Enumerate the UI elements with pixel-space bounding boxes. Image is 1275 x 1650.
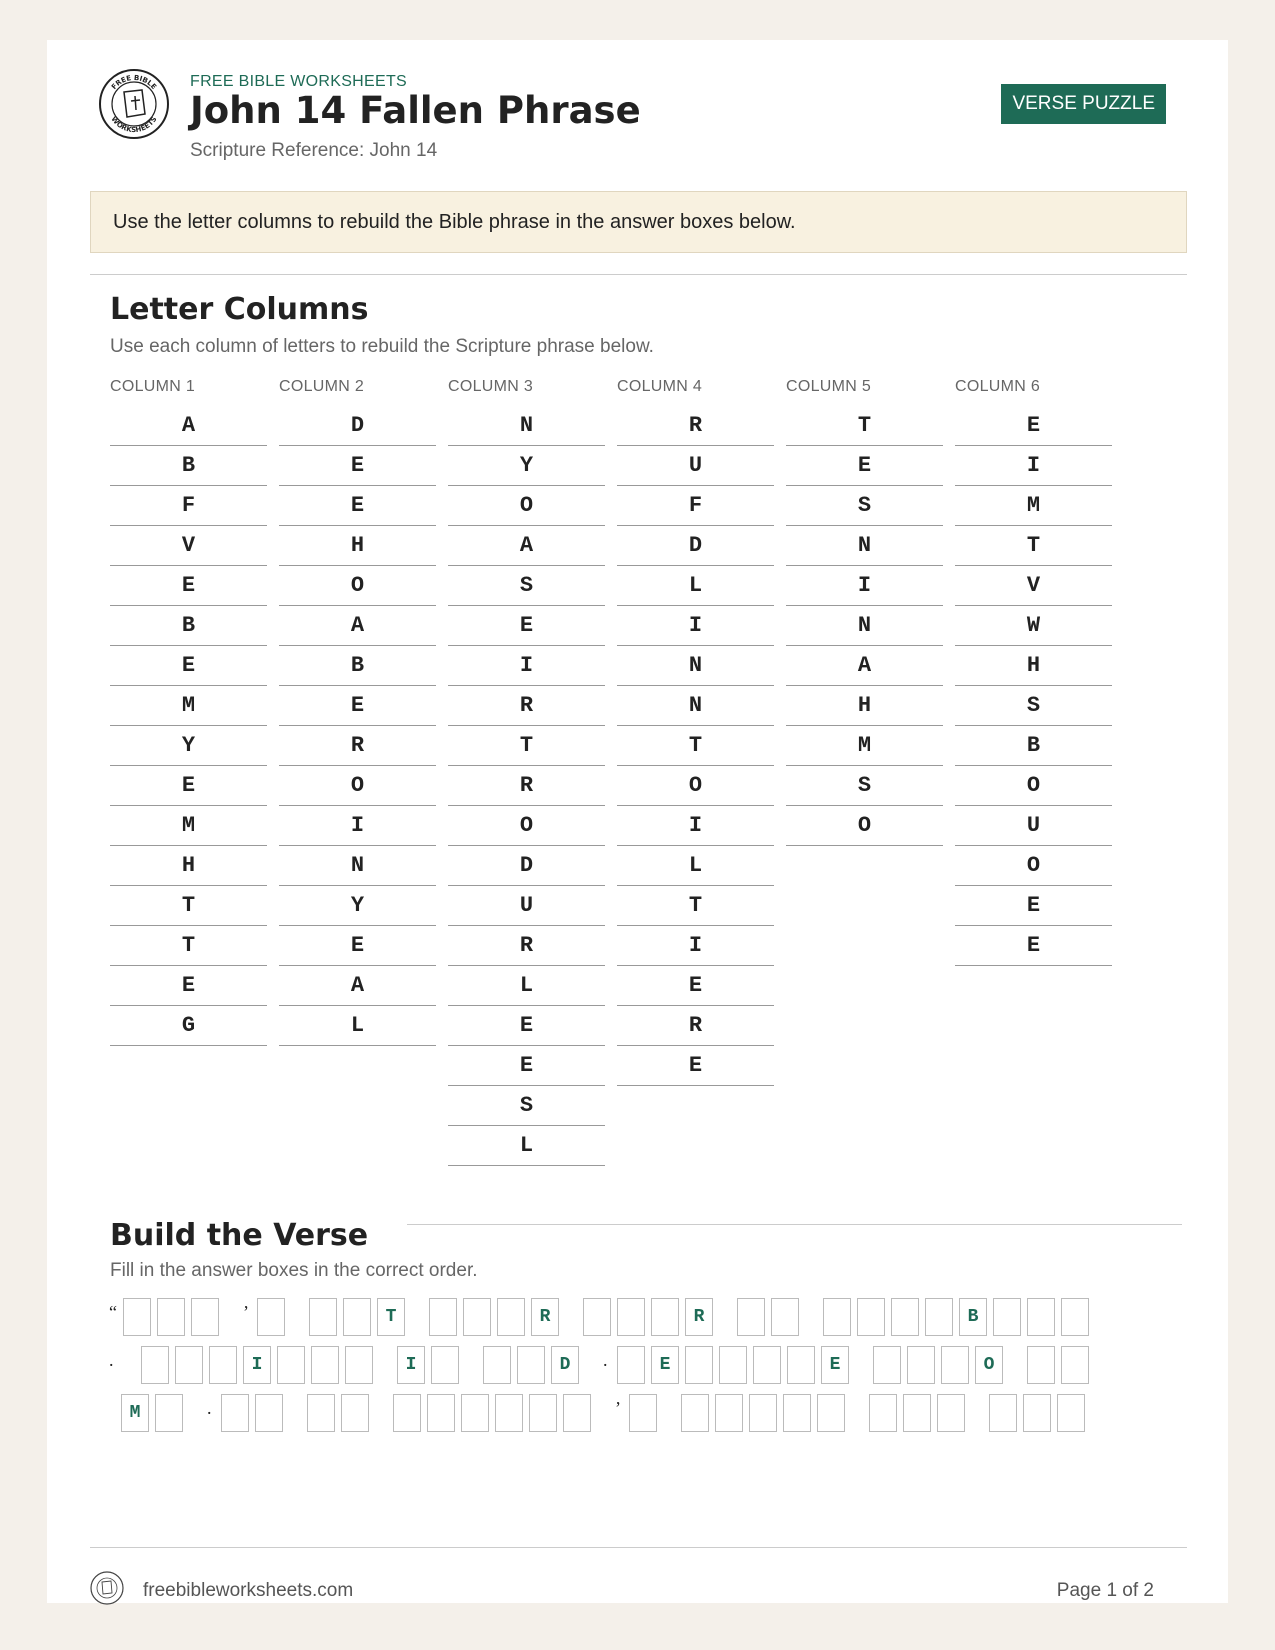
answer-box[interactable] <box>937 1394 965 1432</box>
answer-box[interactable] <box>307 1394 335 1432</box>
column-letter: S <box>448 1086 605 1126</box>
answer-box[interactable] <box>1061 1298 1089 1336</box>
answer-box[interactable]: T <box>377 1298 405 1336</box>
column-letter: G <box>110 1006 267 1046</box>
punctuation-mark: . <box>109 1350 114 1370</box>
answer-box[interactable] <box>873 1346 901 1384</box>
bible-logo-icon <box>98 68 170 140</box>
scripture-reference: Scripture Reference: John 14 <box>190 139 438 161</box>
answer-box[interactable] <box>685 1346 713 1384</box>
column-letter: O <box>279 766 436 806</box>
answer-box[interactable] <box>651 1298 679 1336</box>
column-letter: R <box>279 726 436 766</box>
answer-box[interactable] <box>715 1394 743 1432</box>
punctuation-mark: . <box>603 1350 608 1370</box>
column-letter: M <box>955 486 1112 526</box>
column-letter: S <box>786 766 943 806</box>
column-letter: T <box>617 726 774 766</box>
answer-box[interactable]: I <box>243 1346 271 1384</box>
column-letter: U <box>617 446 774 486</box>
footer-site: freebibleworksheets.com <box>143 1580 354 1601</box>
answer-box[interactable] <box>343 1298 371 1336</box>
answer-box[interactable] <box>823 1298 851 1336</box>
answer-box[interactable] <box>463 1298 491 1336</box>
answer-boxes <box>109 1298 1209 1442</box>
column-letter: T <box>110 886 267 926</box>
column-label: COLUMN 6 <box>955 378 1041 395</box>
column-letter: I <box>617 926 774 966</box>
column-letter: A <box>448 526 605 566</box>
answer-box[interactable]: E <box>651 1346 679 1384</box>
answer-box[interactable] <box>157 1298 185 1336</box>
column-letter: D <box>448 846 605 886</box>
column-letter: B <box>955 726 1112 766</box>
answer-box[interactable] <box>903 1394 931 1432</box>
column-letter: S <box>786 486 943 526</box>
answer-line <box>109 1346 1209 1394</box>
answer-box[interactable]: R <box>685 1298 713 1336</box>
column-letter: H <box>786 686 943 726</box>
divider <box>407 1224 1182 1225</box>
column-letter: L <box>448 966 605 1006</box>
answer-box[interactable] <box>783 1394 811 1432</box>
column-letter: R <box>617 406 774 446</box>
column-letter: N <box>617 686 774 726</box>
column-letter: I <box>617 606 774 646</box>
column-letter: W <box>955 606 1112 646</box>
answer-box[interactable] <box>141 1346 169 1384</box>
column-letter: E <box>955 886 1112 926</box>
column-letter: I <box>448 646 605 686</box>
column-letter: E <box>448 1046 605 1086</box>
column-letter: N <box>279 846 436 886</box>
column-letter: E <box>279 486 436 526</box>
column-letter: S <box>448 566 605 606</box>
answer-box[interactable] <box>155 1394 183 1432</box>
column-letter: R <box>448 926 605 966</box>
answer-box[interactable] <box>1027 1346 1055 1384</box>
column-letter: Y <box>110 726 267 766</box>
column-letter: A <box>110 406 267 446</box>
column-letter: T <box>955 526 1112 566</box>
column-letter: H <box>955 646 1112 686</box>
answer-box[interactable] <box>255 1394 283 1432</box>
footer-bible-logo-icon <box>90 1571 124 1605</box>
column-letter: D <box>617 526 774 566</box>
answer-box[interactable] <box>993 1298 1021 1336</box>
answer-box[interactable] <box>209 1346 237 1384</box>
answer-box[interactable] <box>907 1346 935 1384</box>
answer-box[interactable] <box>737 1298 765 1336</box>
column-letter: I <box>955 446 1112 486</box>
letter-column-2 <box>279 378 436 1046</box>
column-letter: M <box>110 686 267 726</box>
answer-box[interactable] <box>989 1394 1017 1432</box>
answer-box[interactable] <box>563 1394 591 1432</box>
column-letter: R <box>617 1006 774 1046</box>
letter-columns-subtitle: Use each column of letters to rebuild the Scripture phrase below. <box>110 336 654 357</box>
punctuation-mark: “ <box>109 1302 117 1322</box>
column-letter: E <box>617 966 774 1006</box>
answer-box[interactable] <box>427 1394 455 1432</box>
answer-box[interactable] <box>221 1394 249 1432</box>
column-letter: U <box>955 806 1112 846</box>
answer-box[interactable] <box>175 1346 203 1384</box>
column-letter: E <box>279 686 436 726</box>
column-letter: O <box>448 486 605 526</box>
logo-top-text: FREE BIBLE <box>110 73 158 92</box>
column-letter: B <box>279 646 436 686</box>
answer-box[interactable] <box>257 1298 285 1336</box>
column-label: COLUMN 4 <box>617 378 703 395</box>
column-letter: N <box>448 406 605 446</box>
answer-box[interactable] <box>771 1298 799 1336</box>
column-letter: A <box>786 646 943 686</box>
column-letter: T <box>110 926 267 966</box>
answer-box[interactable]: R <box>531 1298 559 1336</box>
answer-box[interactable] <box>345 1346 373 1384</box>
site-kicker: FREE BIBLE WORKSHEETS <box>190 73 408 90</box>
letter-column-6 <box>955 378 1112 966</box>
answer-box[interactable] <box>629 1394 657 1432</box>
column-letter: B <box>110 446 267 486</box>
column-letter: E <box>448 606 605 646</box>
footer-divider <box>90 1547 1187 1548</box>
answer-box[interactable] <box>891 1298 919 1336</box>
column-letter: E <box>617 1046 774 1086</box>
answer-box[interactable] <box>483 1346 511 1384</box>
answer-box[interactable] <box>123 1298 151 1336</box>
column-label: COLUMN 3 <box>448 378 534 395</box>
divider <box>90 274 1187 275</box>
column-letter: I <box>279 806 436 846</box>
column-letter: I <box>617 806 774 846</box>
column-letter: E <box>279 446 436 486</box>
column-letter: T <box>617 886 774 926</box>
answer-box[interactable] <box>431 1346 459 1384</box>
answer-line <box>109 1298 1209 1346</box>
header <box>190 73 641 162</box>
answer-box[interactable] <box>583 1298 611 1336</box>
letter-column-5 <box>786 378 943 846</box>
answer-box[interactable] <box>817 1394 845 1432</box>
column-letter: H <box>279 526 436 566</box>
letter-columns-title: Letter Columns <box>110 292 369 327</box>
instructions-box: Use the letter columns to rebuild the Bible phrase in the answer boxes below. <box>90 191 1187 253</box>
build-verse-subtitle: Fill in the answer boxes in the correct order. <box>110 1260 478 1281</box>
column-letter: M <box>786 726 943 766</box>
page-title: John 14 Fallen Phrase <box>190 89 641 132</box>
column-letter: I <box>786 566 943 606</box>
answer-box[interactable] <box>857 1298 885 1336</box>
answer-box[interactable] <box>869 1394 897 1432</box>
letter-column-4 <box>617 378 774 1086</box>
column-letter: N <box>617 646 774 686</box>
puzzle-type-badge: VERSE PUZZLE <box>1001 84 1166 124</box>
answer-box[interactable] <box>191 1298 219 1336</box>
answer-box[interactable] <box>719 1346 747 1384</box>
column-letter: E <box>786 446 943 486</box>
column-letter: E <box>110 966 267 1006</box>
page-number: Page 1 of 2 <box>1056 1580 1154 1601</box>
column-letter: Y <box>448 446 605 486</box>
column-letter: E <box>110 766 267 806</box>
answer-box[interactable] <box>1057 1394 1085 1432</box>
answer-box[interactable] <box>681 1394 709 1432</box>
column-letter: L <box>617 846 774 886</box>
column-letter: R <box>448 686 605 726</box>
answer-box[interactable]: I <box>397 1346 425 1384</box>
answer-box[interactable] <box>277 1346 305 1384</box>
column-letter: E <box>448 1006 605 1046</box>
answer-box[interactable] <box>787 1346 815 1384</box>
answer-box[interactable] <box>617 1298 645 1336</box>
answer-box[interactable] <box>393 1394 421 1432</box>
answer-box[interactable]: E <box>821 1346 849 1384</box>
column-label: COLUMN 1 <box>110 378 196 395</box>
answer-box[interactable] <box>341 1394 369 1432</box>
answer-box[interactable] <box>461 1394 489 1432</box>
answer-box[interactable] <box>311 1346 339 1384</box>
answer-box[interactable] <box>1027 1298 1055 1336</box>
column-letter: H <box>110 846 267 886</box>
column-letter: E <box>955 926 1112 966</box>
column-letter: L <box>279 1006 436 1046</box>
column-letter: O <box>279 566 436 606</box>
letter-column-3 <box>448 378 605 1166</box>
answer-box[interactable] <box>1061 1346 1089 1384</box>
punctuation-mark: ’ <box>615 1398 621 1418</box>
column-letter: N <box>786 526 943 566</box>
column-letter: N <box>786 606 943 646</box>
column-letter: V <box>110 526 267 566</box>
answer-box[interactable]: M <box>121 1394 149 1432</box>
column-letter: D <box>279 406 436 446</box>
column-letter: E <box>110 566 267 606</box>
column-letter: F <box>110 486 267 526</box>
column-letter: L <box>448 1126 605 1166</box>
logo-bottom-text: WORKSHEETS <box>109 115 159 135</box>
worksheet-page <box>47 40 1228 1603</box>
answer-box[interactable]: B <box>959 1298 987 1336</box>
answer-box[interactable]: O <box>975 1346 1003 1384</box>
answer-box[interactable] <box>749 1394 777 1432</box>
column-letter: L <box>617 566 774 606</box>
column-letter: O <box>955 766 1112 806</box>
answer-box[interactable] <box>753 1346 781 1384</box>
answer-box[interactable] <box>617 1346 645 1384</box>
column-letter: U <box>448 886 605 926</box>
answer-box[interactable]: D <box>551 1346 579 1384</box>
column-letter: V <box>955 566 1112 606</box>
column-label: COLUMN 2 <box>279 378 365 395</box>
answer-box[interactable] <box>495 1394 523 1432</box>
column-letter: B <box>110 606 267 646</box>
letter-column-1 <box>110 378 267 1046</box>
column-letter: O <box>955 846 1112 886</box>
build-verse-title: Build the Verse <box>110 1218 369 1253</box>
column-letter: E <box>955 406 1112 446</box>
answer-box[interactable] <box>529 1394 557 1432</box>
column-letter: M <box>110 806 267 846</box>
column-letter: F <box>617 486 774 526</box>
column-letter: Y <box>279 886 436 926</box>
column-label: COLUMN 5 <box>786 378 872 395</box>
answer-box[interactable] <box>497 1298 525 1336</box>
answer-box[interactable] <box>429 1298 457 1336</box>
answer-box[interactable] <box>925 1298 953 1336</box>
column-letter: O <box>617 766 774 806</box>
column-letter: T <box>786 406 943 446</box>
column-letter: R <box>448 766 605 806</box>
column-letter: E <box>110 646 267 686</box>
column-letter: A <box>279 606 436 646</box>
column-letter: S <box>955 686 1112 726</box>
answer-box[interactable] <box>517 1346 545 1384</box>
column-letter: A <box>279 966 436 1006</box>
answer-box[interactable] <box>1023 1394 1051 1432</box>
column-letter: E <box>279 926 436 966</box>
answer-box[interactable] <box>941 1346 969 1384</box>
answer-line <box>109 1394 1209 1442</box>
column-letter: O <box>786 806 943 846</box>
punctuation-mark: ’ <box>243 1302 249 1322</box>
column-letter: O <box>448 806 605 846</box>
column-letter: T <box>448 726 605 766</box>
answer-box[interactable] <box>309 1298 337 1336</box>
punctuation-mark: . <box>207 1398 212 1418</box>
